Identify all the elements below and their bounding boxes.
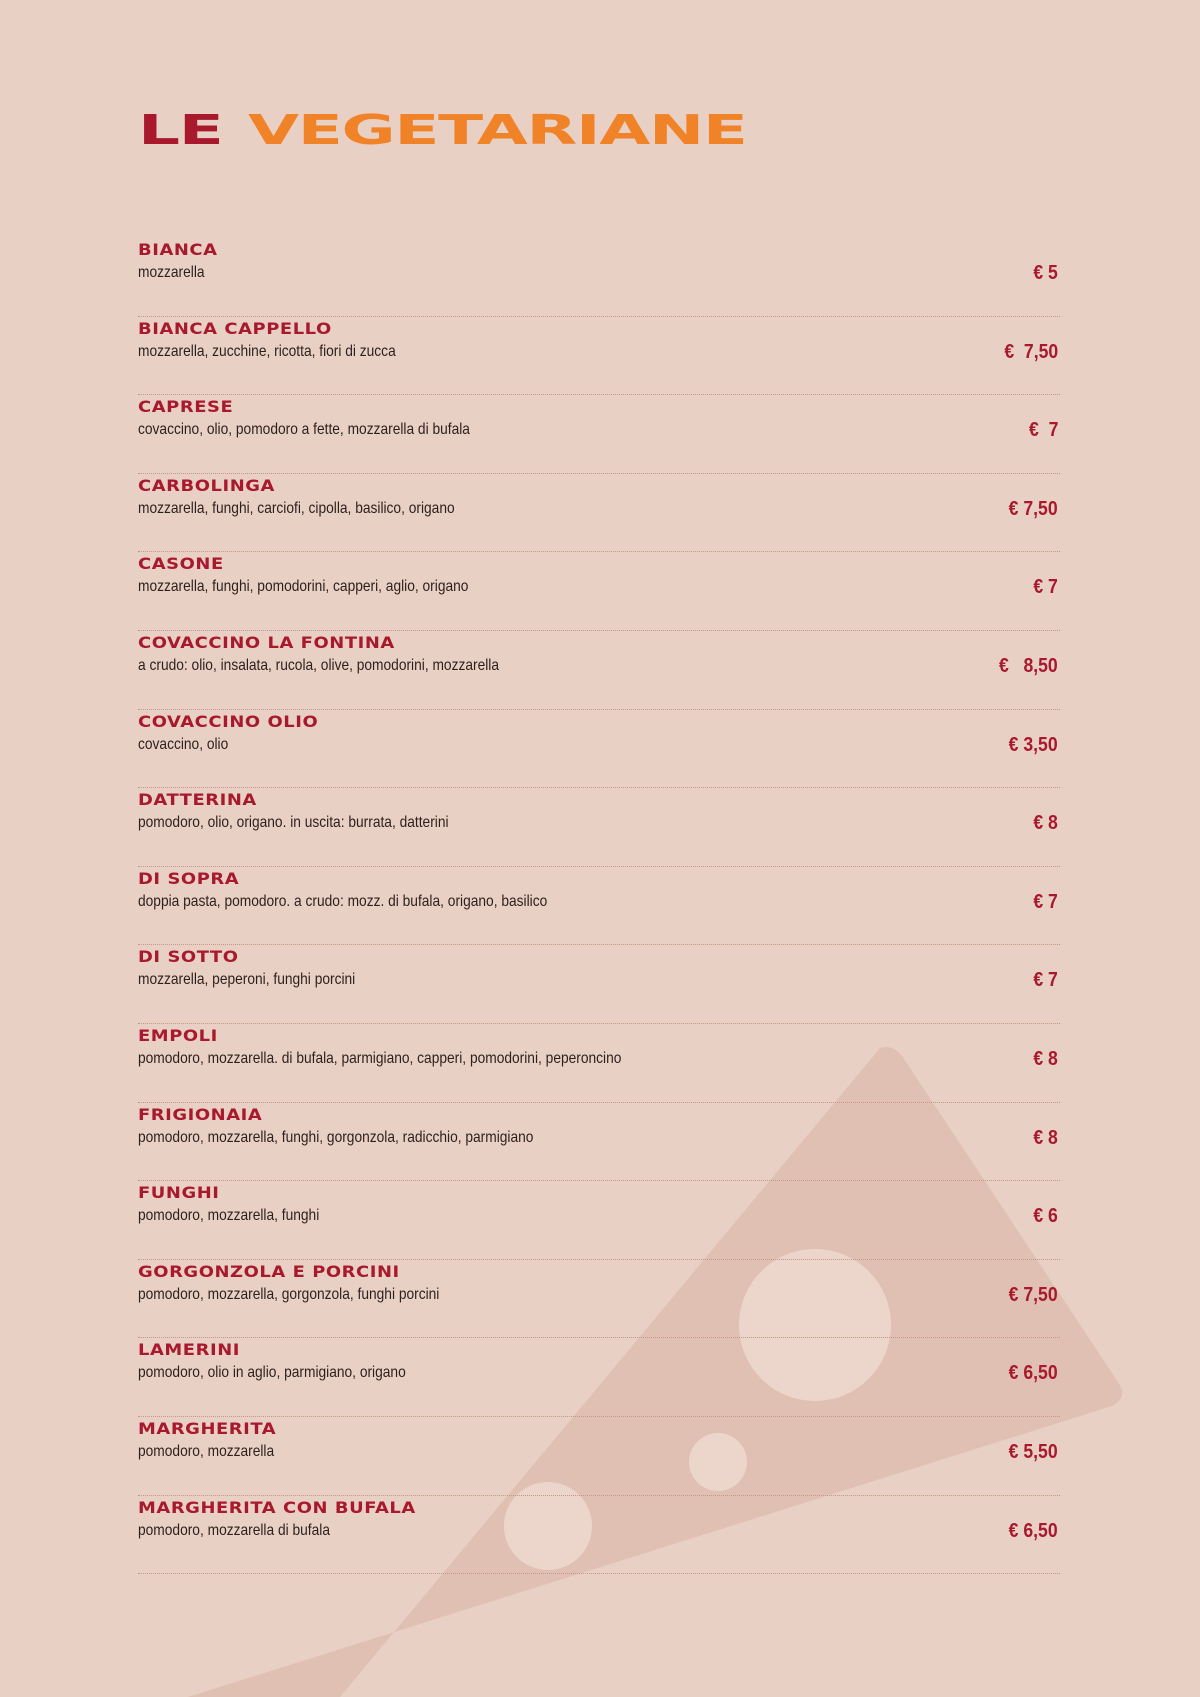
item-name: LAMERINI xyxy=(138,1340,240,1360)
item-price: € 6,50 xyxy=(1009,1519,1058,1542)
menu-item xyxy=(138,1496,1060,1575)
item-description: pomodoro, mozzarella, gorgonzola, funghi porcini xyxy=(138,1285,440,1303)
item-name: MARGHERITA xyxy=(138,1418,277,1438)
item-description: pomodoro, mozzarella, funghi, gorgonzola, radicchio, parmigiano xyxy=(138,1128,534,1146)
page-title xyxy=(138,100,1060,160)
menu-item xyxy=(138,317,1060,396)
item-name: DATTERINA xyxy=(138,790,257,810)
menu-list xyxy=(138,238,1060,1574)
item-description: covaccino, olio xyxy=(138,735,229,753)
item-price: € 8,50 xyxy=(999,654,1058,677)
item-description: mozzarella, peperoni, funghi porcini xyxy=(138,971,356,989)
item-price: € 5 xyxy=(1033,262,1058,284)
menu-item xyxy=(138,1181,1060,1260)
item-description: mozzarella, funghi, carciofi, cipolla, basilico, origano xyxy=(138,499,455,517)
item-name: COVACCINO OLIO xyxy=(138,711,319,731)
item-description: pomodoro, mozzarella. di bufala, parmigiano, capperi, pomodorini, peperoncino xyxy=(138,1049,622,1067)
item-name: DI SOTTO xyxy=(138,947,239,967)
menu-item xyxy=(138,1417,1060,1496)
menu-item xyxy=(138,474,1060,553)
item-description: pomodoro, olio in aglio, parmigiano, origano xyxy=(138,1364,406,1382)
menu-item xyxy=(138,867,1060,946)
item-name: BIANCA CAPPELLO xyxy=(138,318,332,338)
item-price: € 7,50 xyxy=(1009,497,1058,520)
item-description: pomodoro, olio, origano. in uscita: burrata, datterini xyxy=(138,814,449,832)
item-description: mozzarella, zucchine, ricotta, fiori di zucca xyxy=(138,342,396,360)
title-word-le: LE xyxy=(138,106,223,154)
menu-item xyxy=(138,1338,1060,1417)
item-price: € 7 xyxy=(1033,969,1058,992)
menu-item xyxy=(138,631,1060,710)
menu-item xyxy=(138,945,1060,1024)
item-name: DI SOPRA xyxy=(138,868,240,888)
item-price: € 7 xyxy=(1033,890,1058,913)
menu-item xyxy=(138,1024,1060,1103)
menu-item xyxy=(138,788,1060,867)
item-description: pomodoro, mozzarella di bufala xyxy=(138,1521,330,1539)
item-price: € 3,50 xyxy=(1009,733,1058,756)
item-price: € 8 xyxy=(1033,1126,1058,1149)
item-description: mozzarella xyxy=(138,264,205,281)
item-description: doppia pasta, pomodoro. a crudo: mozz. di bufala, origano, basilico xyxy=(138,892,548,910)
item-price: € 6 xyxy=(1033,1205,1058,1228)
item-price: € 7 xyxy=(1033,576,1058,599)
menu-item xyxy=(138,395,1060,474)
item-price: € 6,50 xyxy=(1009,1362,1058,1385)
item-price: € 7,50 xyxy=(1009,1283,1058,1306)
item-price: € 8 xyxy=(1033,812,1058,835)
item-name: CAPRESE xyxy=(138,397,234,417)
item-description: mozzarella, funghi, pomodorini, capperi, aglio, origano xyxy=(138,578,469,596)
menu-page xyxy=(138,100,1060,1542)
item-description: pomodoro, mozzarella, funghi xyxy=(138,1207,320,1225)
item-name: FUNGHI xyxy=(138,1183,220,1203)
menu-item xyxy=(138,1260,1060,1339)
item-price: € 8 xyxy=(1033,1047,1058,1070)
item-name: EMPOLI xyxy=(138,1025,218,1045)
item-description: a crudo: olio, insalata, rucola, olive, pomodorini, mozzarella xyxy=(138,656,499,674)
item-name: FRIGIONAIA xyxy=(138,1104,263,1124)
menu-item xyxy=(138,710,1060,789)
item-name: GORGONZOLA E PORCINI xyxy=(138,1261,400,1281)
item-price: € 7,50 xyxy=(1004,340,1058,363)
menu-item xyxy=(138,552,1060,631)
item-price: € 7 xyxy=(1028,419,1058,442)
item-name: COVACCINO LA FONTINA xyxy=(138,632,395,652)
menu-item xyxy=(138,1103,1060,1182)
item-name: BIANCA xyxy=(138,240,218,259)
item-description: pomodoro, mozzarella xyxy=(138,1442,275,1460)
item-name: CASONE xyxy=(138,554,224,574)
item-name: MARGHERITA CON BUFALA xyxy=(138,1497,416,1517)
item-price: € 5,50 xyxy=(1009,1440,1058,1463)
item-name: CARBOLINGA xyxy=(138,475,275,495)
title-word-vegetariane: VEGETARIANE xyxy=(248,106,747,154)
item-description: covaccino, olio, pomodoro a fette, mozzarella di bufala xyxy=(138,421,470,439)
menu-item xyxy=(138,238,1060,317)
